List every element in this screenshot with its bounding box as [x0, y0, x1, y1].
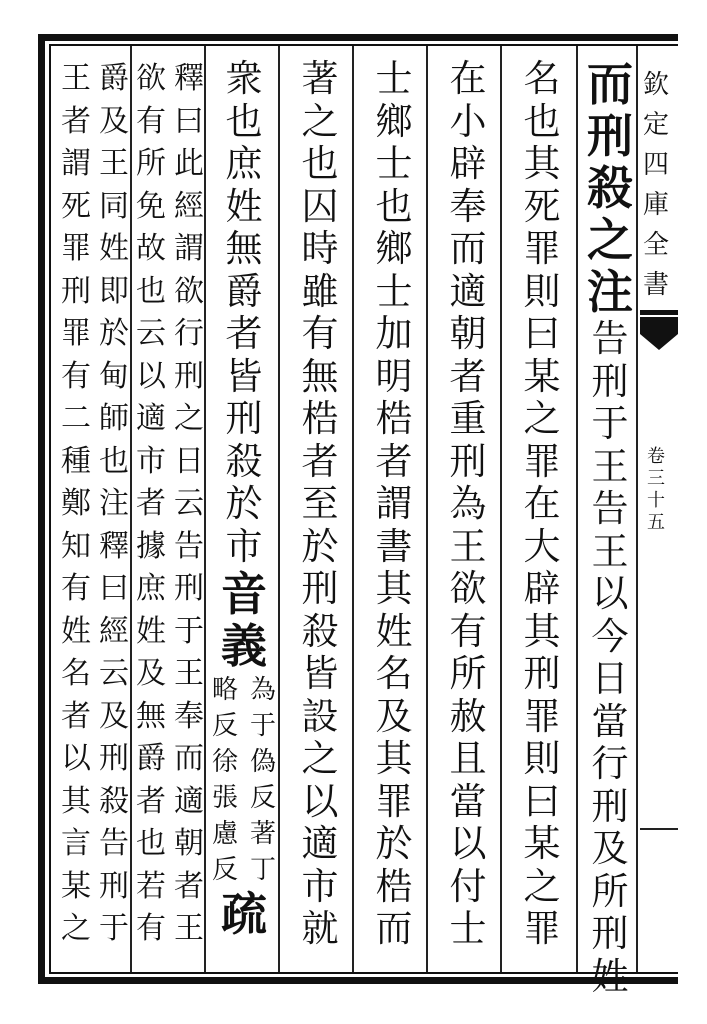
margin-volume-glyph: 十 — [647, 490, 665, 511]
glyph: 故 — [136, 231, 166, 266]
margin-volume-label — [636, 446, 676, 534]
glyph: 王 — [174, 656, 204, 691]
glyph: 音 — [221, 567, 267, 621]
glyph: 囚 — [301, 184, 339, 228]
glyph: 之 — [523, 864, 561, 908]
glyph: 無 — [301, 354, 339, 398]
glyph: 及 — [99, 698, 129, 734]
glyph: 經 — [174, 188, 204, 224]
glyph: 皆 — [225, 354, 263, 398]
glyph: 刑 — [591, 359, 629, 403]
glyph: 辟 — [449, 142, 487, 185]
glyph: 于 — [249, 711, 276, 741]
glyph: 刑 — [587, 109, 633, 163]
glyph: 所 — [591, 869, 629, 913]
glyph: 刑 — [99, 741, 129, 776]
glyph: 于 — [591, 402, 629, 445]
glyph: 以 — [61, 741, 91, 776]
glyph: 所 — [136, 146, 166, 181]
glyph: 刑 — [523, 652, 561, 695]
glyph: 罪 — [523, 439, 561, 483]
glyph: 姓 — [225, 184, 263, 228]
glyph: 適 — [174, 783, 204, 819]
glyph: 經 — [99, 613, 129, 649]
glyph: 赦 — [449, 694, 487, 738]
glyph: 士 — [375, 269, 413, 313]
glyph: 某 — [61, 868, 91, 904]
glyph: 刑 — [301, 567, 339, 610]
glyph: 有 — [136, 103, 166, 139]
glyph: 士 — [375, 57, 413, 100]
glyph: 二 — [61, 401, 91, 436]
glyph: 謂 — [174, 231, 204, 266]
glyph: 釋 — [99, 528, 129, 564]
glyph: 市 — [301, 864, 339, 908]
glyph: 王 — [449, 524, 487, 568]
inner-border-left — [49, 44, 51, 974]
glyph: 適 — [136, 401, 166, 436]
glyph: 殺 — [99, 783, 129, 819]
margin-title-glyph: 欽 — [642, 70, 669, 100]
glyph: 以 — [301, 779, 339, 823]
glyph: 于 — [99, 911, 129, 946]
glyph: 大 — [523, 524, 561, 568]
margin-title-glyph: 庫 — [642, 190, 669, 220]
glyph: 姓 — [136, 613, 166, 649]
glyph: 之 — [174, 401, 204, 436]
glyph: 其 — [523, 142, 561, 185]
commentary-line — [172, 58, 206, 951]
glyph: 義 — [221, 619, 267, 673]
glyph: 姓 — [99, 231, 129, 266]
glyph: 其 — [523, 609, 561, 653]
glyph: 免 — [136, 188, 166, 224]
glyph: 有 — [301, 312, 339, 355]
glyph: 曰 — [523, 312, 561, 355]
glyph: 者 — [61, 103, 91, 139]
glyph: 欲 — [449, 567, 487, 610]
glyph: 死 — [523, 184, 561, 228]
glyph: 朝 — [174, 826, 204, 861]
glyph: 言 — [61, 826, 91, 861]
text-column-6 — [212, 58, 276, 940]
glyph: 慮 — [211, 819, 238, 849]
glyph: 有 — [61, 571, 91, 606]
glyph: 姓 — [591, 954, 629, 998]
glyph: 無 — [136, 698, 166, 734]
glyph: 注 — [99, 486, 129, 521]
glyph: 王 — [61, 61, 91, 96]
glyph: 名 — [375, 652, 413, 695]
glyph: 曰 — [174, 103, 204, 139]
glyph: 若 — [136, 868, 166, 904]
glyph: 刑 — [591, 784, 629, 828]
glyph: 刑 — [225, 397, 263, 440]
glyph: 則 — [523, 269, 561, 313]
glyph: 以 — [136, 358, 166, 394]
glyph: 云 — [136, 316, 166, 351]
margin-volume-glyph: 卷 — [647, 446, 665, 467]
commentary-line — [208, 672, 242, 888]
commentary-double-line — [59, 58, 131, 951]
glyph: 也 — [136, 273, 166, 309]
glyph: 云 — [174, 486, 204, 521]
glyph: 姓 — [61, 613, 91, 649]
glyph: 及 — [136, 656, 166, 691]
glyph: 刑 — [591, 912, 629, 955]
glyph: 在 — [523, 482, 561, 525]
glyph: 所 — [449, 652, 487, 695]
glyph: 於 — [301, 524, 339, 568]
glyph: 之 — [301, 99, 339, 143]
glyph: 付 — [449, 864, 487, 908]
glyph: 也 — [375, 184, 413, 228]
glyph: 疏 — [221, 887, 267, 941]
glyph: 也 — [225, 99, 263, 143]
glyph: 為 — [449, 482, 487, 525]
text-column-1 — [586, 58, 634, 998]
glyph: 適 — [301, 822, 339, 865]
glyph: 釋 — [174, 61, 204, 96]
glyph: 其 — [375, 737, 413, 780]
margin-title-glyph: 定 — [642, 110, 669, 140]
glyph: 梏 — [375, 864, 413, 908]
glyph: 鄉 — [375, 227, 413, 270]
glyph: 著 — [301, 57, 339, 100]
glyph: 行 — [174, 316, 204, 351]
glyph: 而 — [587, 57, 633, 111]
glyph: 者 — [61, 698, 91, 734]
glyph: 而 — [375, 907, 413, 950]
glyph: 告 — [591, 487, 629, 530]
glyph: 且 — [449, 737, 487, 780]
glyph: 某 — [523, 822, 561, 865]
glyph: 則 — [523, 737, 561, 780]
glyph: 奉 — [449, 184, 487, 228]
glyph: 士 — [375, 142, 413, 185]
margin-title-glyph: 書 — [642, 270, 669, 300]
glyph: 加 — [375, 312, 413, 355]
glyph: 為 — [249, 675, 276, 705]
inner-border-bottom — [49, 972, 678, 974]
text-column-8 — [60, 58, 130, 951]
glyph: 重 — [449, 397, 487, 440]
text-column-3 — [436, 58, 500, 951]
glyph: 衆 — [225, 57, 263, 100]
glyph: 梏 — [375, 397, 413, 440]
glyph: 王 — [174, 911, 204, 946]
glyph: 者 — [136, 783, 166, 819]
glyph: 告 — [174, 528, 204, 564]
glyph: 於 — [99, 316, 129, 351]
text-column-5 — [288, 58, 352, 951]
commentary-double-line — [208, 672, 280, 888]
glyph: 其 — [61, 783, 91, 819]
commentary-double-line — [134, 58, 206, 951]
glyph: 罪 — [523, 694, 561, 738]
glyph: 著 — [249, 819, 276, 849]
glyph: 梏 — [301, 397, 339, 440]
glyph: 雖 — [301, 269, 339, 313]
glyph: 爵 — [99, 61, 129, 96]
glyph: 此 — [174, 146, 204, 181]
glyph: 皆 — [301, 652, 339, 695]
glyph: 者 — [136, 486, 166, 521]
glyph: 在 — [449, 57, 487, 100]
glyph: 之 — [587, 213, 633, 267]
glyph: 曰 — [523, 779, 561, 823]
glyph: 者 — [174, 868, 204, 904]
glyph: 書 — [375, 524, 413, 568]
glyph: 庶 — [225, 142, 263, 185]
glyph: 者 — [449, 354, 487, 398]
glyph: 殺 — [587, 161, 633, 215]
glyph: 殺 — [225, 439, 263, 483]
glyph: 某 — [523, 354, 561, 398]
glyph: 名 — [61, 656, 91, 691]
glyph: 有 — [136, 911, 166, 946]
glyph: 小 — [449, 99, 487, 143]
glyph: 徐 — [211, 747, 238, 777]
glyph: 而 — [449, 227, 487, 270]
glyph: 當 — [591, 699, 629, 743]
glyph: 張 — [211, 783, 238, 813]
glyph: 罪 — [523, 227, 561, 270]
text-column-4 — [362, 58, 426, 951]
glyph: 者 — [301, 439, 339, 483]
glyph: 日 — [174, 443, 204, 479]
glyph: 欲 — [136, 61, 166, 96]
glyph: 謂 — [375, 482, 413, 525]
glyph: 之 — [61, 911, 91, 946]
glyph: 告 — [591, 317, 629, 360]
glyph: 刑 — [61, 273, 91, 309]
glyph: 就 — [301, 907, 339, 950]
glyph: 以 — [449, 822, 487, 865]
glyph: 反 — [249, 783, 276, 813]
glyph: 奉 — [174, 698, 204, 734]
glyph: 及 — [591, 827, 629, 870]
glyph: 略 — [211, 675, 238, 705]
glyph: 姓 — [375, 609, 413, 653]
glyph: 及 — [99, 103, 129, 139]
glyph: 朝 — [449, 312, 487, 355]
page-margin-strip — [636, 46, 678, 972]
glyph: 殺 — [301, 609, 339, 653]
glyph: 明 — [375, 354, 413, 398]
glyph: 其 — [375, 567, 413, 610]
glyph: 之 — [523, 397, 561, 440]
commentary-line — [59, 58, 93, 951]
glyph: 者 — [375, 439, 413, 483]
commentary-line — [246, 672, 280, 888]
glyph: 曰 — [99, 571, 129, 606]
glyph: 庶 — [136, 571, 166, 606]
glyph: 而 — [174, 741, 204, 776]
glyph: 丁 — [249, 855, 276, 885]
glyph: 者 — [225, 312, 263, 355]
glyph: 辟 — [523, 567, 561, 610]
glyph: 之 — [301, 737, 339, 780]
glyph: 種 — [61, 443, 91, 479]
text-column-2 — [510, 58, 574, 951]
glyph: 時 — [301, 227, 339, 270]
glyph: 鄭 — [61, 486, 91, 521]
glyph: 行 — [591, 742, 629, 785]
glyph: 也 — [301, 142, 339, 185]
glyph: 當 — [449, 779, 487, 823]
margin-title-glyph: 四 — [642, 150, 669, 180]
glyph: 偽 — [249, 747, 276, 777]
margin-volume-glyph: 五 — [647, 512, 665, 533]
glyph: 王 — [99, 146, 129, 181]
glyph: 罪 — [61, 316, 91, 351]
commentary-line — [97, 58, 131, 951]
glyph: 日 — [591, 657, 629, 700]
glyph: 罪 — [61, 231, 91, 266]
margin-divider — [640, 828, 678, 830]
glyph: 師 — [99, 401, 129, 436]
glyph: 據 — [136, 528, 166, 564]
margin-volume-glyph: 三 — [647, 468, 665, 489]
column-rule — [352, 46, 354, 972]
glyph: 今 — [591, 614, 629, 658]
text-column-7 — [138, 58, 202, 951]
glyph: 王 — [591, 529, 629, 573]
commentary-line — [134, 58, 168, 951]
glyph: 反 — [211, 711, 238, 741]
inner-border-top — [49, 44, 678, 46]
glyph: 王 — [591, 444, 629, 488]
glyph: 罪 — [523, 907, 561, 950]
glyph: 爵 — [136, 741, 166, 776]
column-rule — [426, 46, 428, 972]
glyph: 知 — [61, 528, 91, 564]
glyph: 刑 — [449, 439, 487, 483]
glyph: 告 — [99, 826, 129, 861]
glyph: 即 — [99, 273, 129, 309]
glyph: 適 — [449, 269, 487, 313]
column-rule — [500, 46, 502, 972]
glyph: 至 — [301, 482, 339, 525]
margin-book-title — [636, 68, 676, 308]
glyph: 以 — [591, 572, 629, 615]
glyph: 無 — [225, 227, 263, 270]
glyph: 有 — [61, 358, 91, 394]
glyph: 謂 — [61, 146, 91, 181]
glyph: 刑 — [174, 358, 204, 394]
glyph: 市 — [136, 443, 166, 479]
glyph: 刑 — [99, 868, 129, 904]
glyph: 於 — [225, 482, 263, 525]
margin-title-glyph: 全 — [642, 230, 669, 260]
glyph: 市 — [225, 524, 263, 568]
glyph: 云 — [99, 656, 129, 691]
glyph: 也 — [136, 826, 166, 861]
glyph: 注 — [587, 265, 633, 319]
glyph: 也 — [99, 443, 129, 479]
glyph: 有 — [449, 609, 487, 653]
glyph: 也 — [523, 99, 561, 143]
glyph: 鄉 — [375, 99, 413, 143]
glyph: 欲 — [174, 273, 204, 309]
glyph: 爵 — [225, 269, 263, 313]
column-rule — [576, 46, 578, 972]
glyph: 士 — [449, 907, 487, 950]
glyph: 甸 — [99, 358, 129, 394]
glyph: 設 — [301, 694, 339, 738]
glyph: 刑 — [174, 571, 204, 606]
glyph: 于 — [174, 613, 204, 649]
glyph: 反 — [211, 855, 238, 885]
glyph: 於 — [375, 822, 413, 865]
glyph: 同 — [99, 188, 129, 224]
fishtail-ornament-icon — [640, 310, 678, 350]
glyph: 及 — [375, 694, 413, 738]
glyph: 名 — [523, 57, 561, 100]
glyph: 罪 — [375, 779, 413, 823]
glyph: 死 — [61, 188, 91, 224]
